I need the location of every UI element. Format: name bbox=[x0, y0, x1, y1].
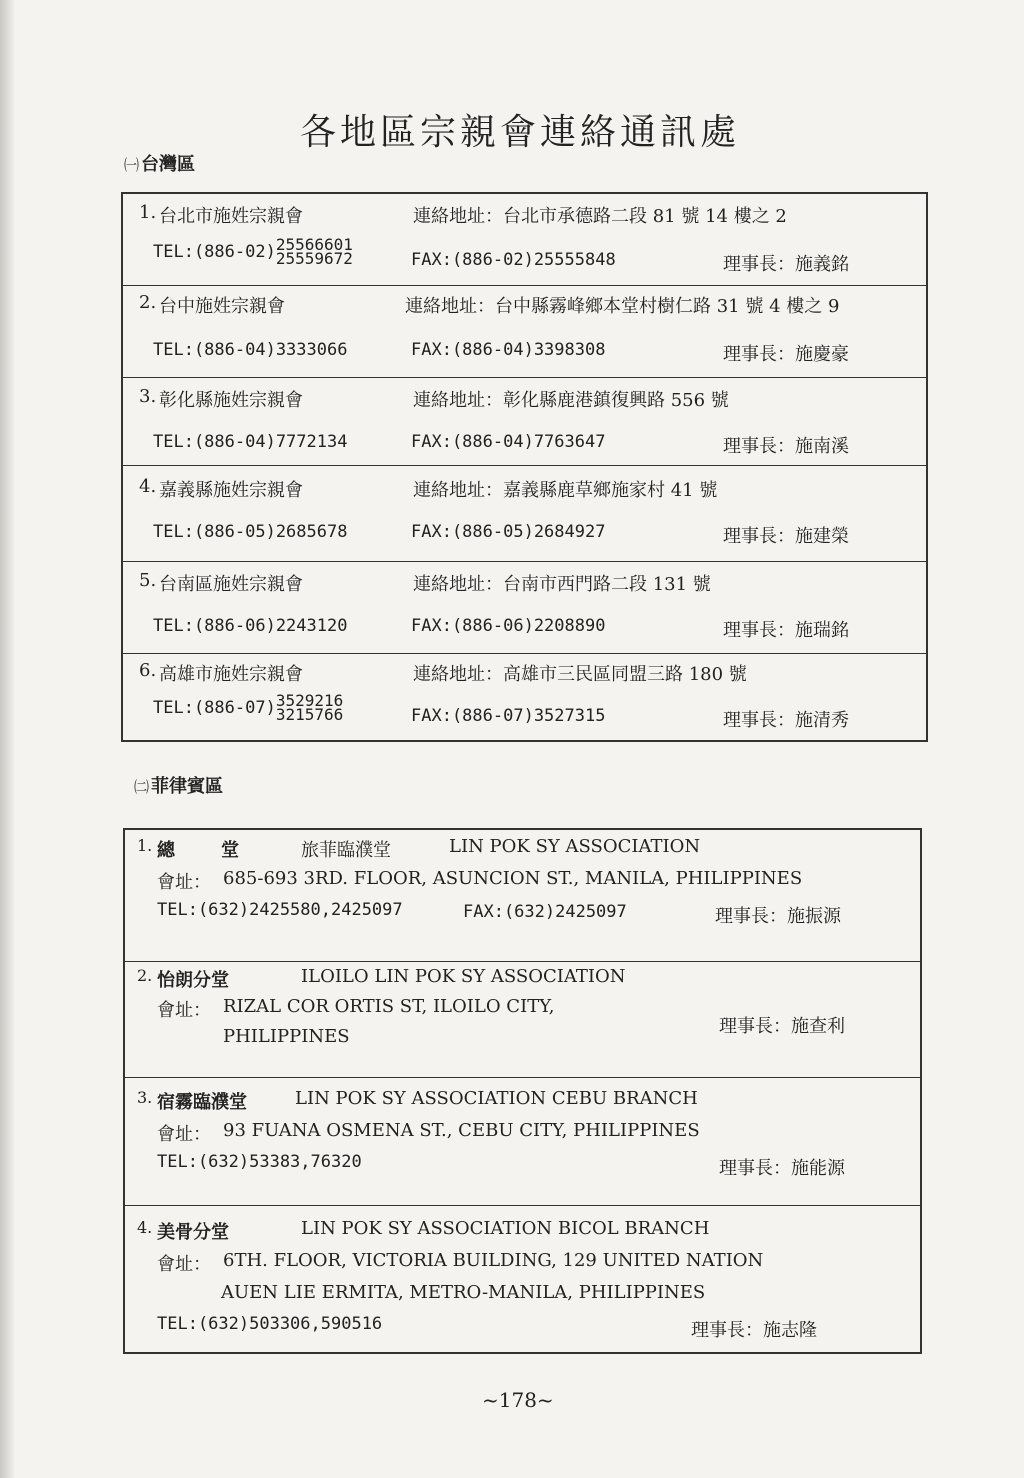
section-number: ㈠ bbox=[124, 156, 140, 174]
address: 685-693 3RD. FLOOR, ASUNCION ST., MANILA, PHILIPPINES bbox=[223, 868, 803, 889]
entry-number: 1. bbox=[139, 202, 157, 223]
entry-number: 1. bbox=[137, 836, 153, 855]
branch-name-english: ILOILO LIN POK SY ASSOCIATION bbox=[301, 966, 626, 987]
chairman: 理事長：施慶豪 bbox=[723, 344, 849, 365]
phone: TEL:(886-06)2243120 bbox=[153, 616, 348, 636]
chairman: 理事長：施南溪 bbox=[723, 436, 849, 457]
address: 連絡地址：高雄市三民區同盟三路 180 號 bbox=[413, 664, 747, 685]
phone: TEL:(632)2425580,2425097 bbox=[157, 900, 403, 920]
branch-name: 美骨分堂 bbox=[157, 1222, 229, 1243]
chairman: 理事長：施建榮 bbox=[723, 526, 849, 547]
entry-number: 3. bbox=[137, 1088, 153, 1107]
branch-name: 堂 bbox=[221, 840, 239, 861]
association-name: 高雄市施姓宗親會 bbox=[159, 664, 303, 685]
fax: FAX:(632)2425097 bbox=[463, 902, 627, 922]
table-row bbox=[125, 962, 920, 1078]
chairman: 理事長：施查利 bbox=[719, 1016, 845, 1037]
phone-number: 25566601 bbox=[275, 235, 353, 254]
chairman: 理事長：施義銘 bbox=[723, 254, 849, 275]
table-row bbox=[125, 1206, 920, 1352]
phone-numbers bbox=[275, 691, 344, 724]
association-name: 台北市施姓宗親會 bbox=[159, 206, 303, 227]
association-name: 彰化縣施姓宗親會 bbox=[159, 390, 303, 411]
branch-name-english: LIN POK SY ASSOCIATION bbox=[449, 836, 701, 857]
phone: TEL:(886-04)3333066 bbox=[153, 340, 348, 360]
phone: TEL:(886-05)2685678 bbox=[153, 522, 348, 542]
fax: FAX:(886-02)25555848 bbox=[411, 250, 616, 270]
section-heading-taiwan bbox=[124, 150, 195, 176]
fax: FAX:(886-07)3527315 bbox=[411, 706, 606, 726]
entry-number: 3. bbox=[139, 386, 157, 407]
association-name: 台中施姓宗親會 bbox=[159, 296, 285, 317]
fax: FAX:(886-06)2208890 bbox=[411, 616, 606, 636]
phone-number: 3215766 bbox=[275, 705, 344, 724]
table-row bbox=[123, 654, 926, 740]
phone: TEL:(632)53383,76320 bbox=[157, 1152, 362, 1172]
address: RIZAL COR ORTIS ST, ILOILO CITY, bbox=[223, 996, 555, 1017]
table-row bbox=[123, 562, 926, 654]
fax: FAX:(886-04)7763647 bbox=[411, 432, 606, 452]
entry-number: 6. bbox=[139, 660, 157, 681]
table-row bbox=[125, 1078, 920, 1206]
association-name: 台南區施姓宗親會 bbox=[159, 574, 303, 595]
chairman: 理事長：施瑞銘 bbox=[723, 620, 849, 641]
table-row bbox=[123, 286, 926, 378]
address-label: 會址： bbox=[157, 872, 211, 893]
entry-number: 4. bbox=[137, 1218, 153, 1237]
address-line-2: PHILIPPINES bbox=[223, 1026, 350, 1047]
fax: FAX:(886-04)3398308 bbox=[411, 340, 606, 360]
entry-number: 2. bbox=[137, 966, 153, 985]
chairman: 理事長：施清秀 bbox=[723, 710, 849, 731]
address: 連絡地址：台中縣霧峰鄉本堂村樹仁路 31 號 4 樓之 9 bbox=[405, 296, 840, 317]
table-row bbox=[123, 194, 926, 286]
phone-numbers bbox=[275, 235, 353, 268]
branch-name-english: LIN POK SY ASSOCIATION CEBU BRANCH bbox=[295, 1088, 698, 1109]
chairman: 理事長：施志隆 bbox=[691, 1320, 817, 1341]
association-name: 嘉義縣施姓宗親會 bbox=[159, 480, 303, 501]
entry-number: 4. bbox=[139, 476, 157, 497]
branch-name-chinese: 旅菲臨濮堂 bbox=[301, 840, 391, 861]
address-label: 會址： bbox=[157, 1254, 211, 1275]
phone-prefix: TEL:(886-02) bbox=[153, 242, 276, 262]
section-heading-label: 台灣區 bbox=[141, 154, 196, 175]
branch-name: 怡朗分堂 bbox=[157, 970, 229, 991]
address: 連絡地址：嘉義縣鹿草鄉施家村 41 號 bbox=[413, 480, 718, 501]
phone bbox=[153, 235, 353, 268]
branch-name-english: LIN POK SY ASSOCIATION BICOL BRANCH bbox=[301, 1218, 710, 1239]
phone: TEL:(632)503306,590516 bbox=[157, 1314, 383, 1334]
address: 93 FUANA OSMENA ST., CEBU CITY, PHILIPPINES bbox=[223, 1120, 700, 1141]
phone-number: 25559672 bbox=[275, 249, 353, 268]
page-binding-shadow bbox=[0, 0, 14, 1478]
table-row bbox=[123, 466, 926, 562]
address: 連絡地址：台南市西門路二段 131 號 bbox=[413, 574, 711, 595]
address: 連絡地址：彰化縣鹿港鎮復興路 556 號 bbox=[413, 390, 729, 411]
phone bbox=[153, 691, 344, 724]
section-heading-philippines bbox=[134, 772, 223, 798]
phone-prefix: TEL:(886-07) bbox=[153, 698, 276, 718]
chairman: 理事長：施能源 bbox=[719, 1158, 845, 1179]
page-number: ~178~ bbox=[482, 1388, 554, 1412]
philippines-contact-table bbox=[123, 828, 922, 1354]
address-label: 會址： bbox=[157, 1000, 211, 1021]
table-row bbox=[125, 830, 920, 962]
taiwan-contact-table bbox=[121, 192, 928, 742]
branch-name: 總 bbox=[157, 840, 175, 861]
address-label: 會址： bbox=[157, 1124, 211, 1145]
entry-number: 5. bbox=[139, 570, 157, 591]
page-title: 各地區宗親會連絡通訊處 bbox=[300, 112, 741, 153]
table-row bbox=[123, 378, 926, 466]
section-number: ㈡ bbox=[134, 778, 150, 796]
branch-name: 宿霧臨濮堂 bbox=[157, 1092, 247, 1113]
chairman: 理事長：施振源 bbox=[715, 906, 841, 927]
section-heading-label: 菲律賓區 bbox=[151, 776, 224, 797]
phone-number: 3529216 bbox=[275, 691, 344, 710]
fax: FAX:(886-05)2684927 bbox=[411, 522, 606, 542]
address: 連絡地址：台北市承德路二段 81 號 14 樓之 2 bbox=[413, 206, 787, 227]
address-line-2: AUEN LIE ERMITA, METRO-MANILA, PHILIPPINES bbox=[221, 1282, 706, 1303]
address: 6TH. FLOOR, VICTORIA BUILDING, 129 UNITED NATION bbox=[223, 1250, 764, 1271]
phone: TEL:(886-04)7772134 bbox=[153, 432, 348, 452]
entry-number: 2. bbox=[139, 292, 157, 313]
